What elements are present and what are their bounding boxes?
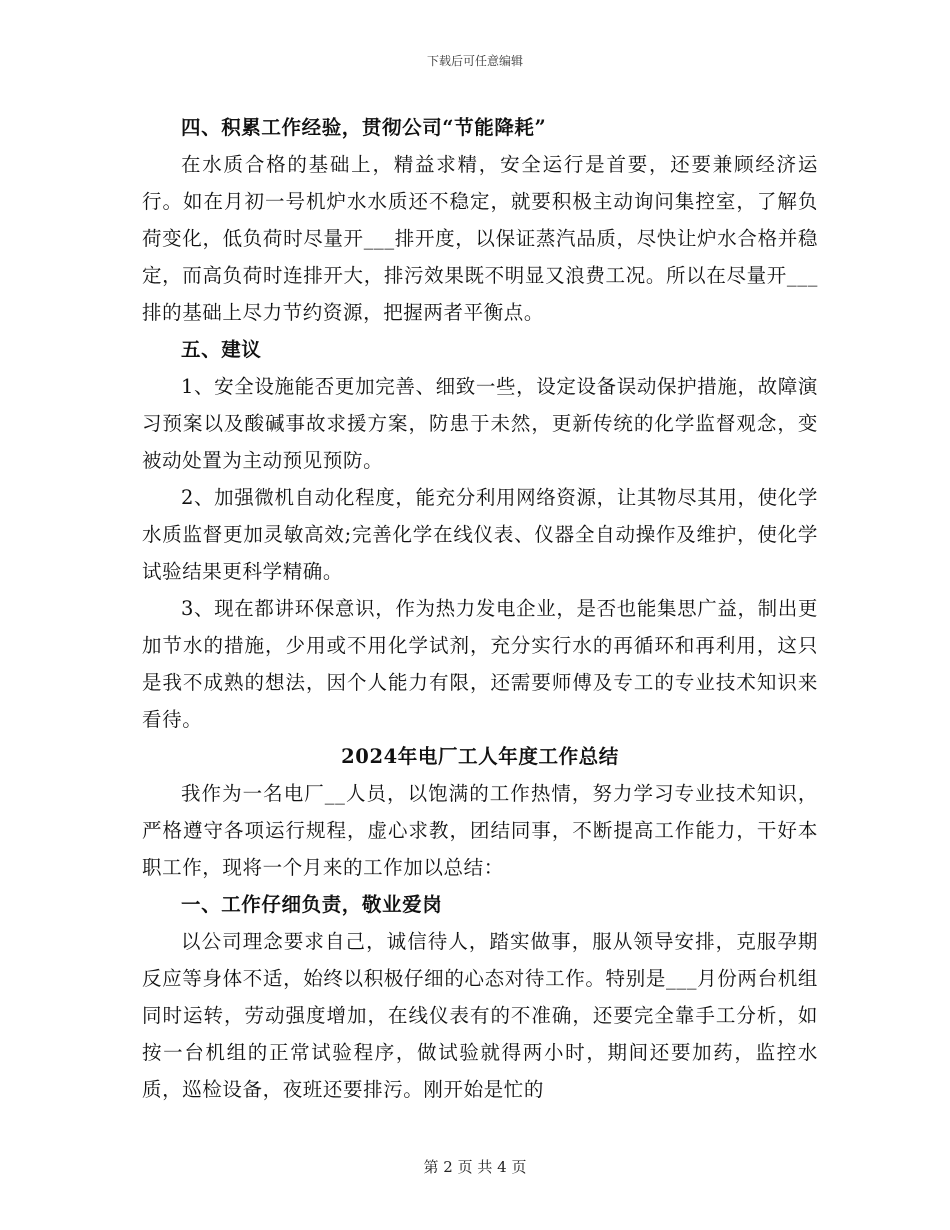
suggestion-item-2: 2、加强微机自动化程度，能充分利用网络资源，让其物尽其用，使化学水质监督更加灵敏高效;完善化学在线仪表、仪器全自动操作及维护，使化学试验结果更科学精确。 xyxy=(142,486,818,583)
paragraph-careful-work: 以公司理念要求自己，诚信待人，踏实做事，服从领导安排，克服孕期反应等身体不适，始终以积极仔细的心态对待工作。特别是___月份两台机组同时运转，劳动强度增加，在线仪表有的不准确，还要完全靠手工分析，如按一台机组的正常试验程序，做试验就得两小时，期间还要加药，监控水质，巡检设备，夜班还要排污。刚开始是忙的 xyxy=(142,930,818,1101)
paragraph-intro: 我作为一名电厂__人员，以饱满的工作热情，努力学习专业技术知识，严格遵守各项运行规程，虚心求教，团结同事，不断提高工作能力，干好本职工作，现将一个月来的工作加以总结： xyxy=(142,782,818,879)
paragraph-water-quality: 在水质合格的基础上，精益求精，安全运行是首要，还要兼顾经济运行。如在月初一号机炉水水质还不稳定，就要积极主动询问集控室，了解负荷变化，低负荷时尽量开___排开度，以保证蒸汽品质，尽快让炉水合格并稳定，而高负荷时连排开大，排污效果既不明显又浪费工况。所以在尽量开___排的基础上尽力节约资源，把握两者平衡点。 xyxy=(142,153,818,324)
section-heading-accumulate-experience: 四、积累工作经验，贯彻公司“节能降耗” xyxy=(181,116,547,139)
section-heading-suggestions: 五、建议 xyxy=(181,338,262,361)
page-number: 第 2 页 共 4 页 xyxy=(423,1158,527,1176)
suggestion-item-1: 1、安全设施能否更加完善、细致一些，设定设备误动保护措施，故障演习预案以及酸碱事故求援方案，防患于未然，更新传统的化学监督观念，变被动处置为主动预见预防。 xyxy=(142,375,818,472)
suggestion-item-3: 3、现在都讲环保意识，作为热力发电企业，是否也能集思广益，制出更加节水的措施，少用或不用化学试剂，充分实行水的再循环和再利用，这只是我不成熟的想法，因个人能力有限，还需要师傅及专工的专业技术知识来看待。 xyxy=(142,597,818,731)
section-heading-careful-work: 一、工作仔细负责，敬业爱岗 xyxy=(181,893,443,916)
document-body xyxy=(142,109,818,1108)
document-title: 2024年电厂工人年度工作总结 xyxy=(341,745,619,768)
page-header-note: 下载后可任意编辑 xyxy=(426,54,523,68)
